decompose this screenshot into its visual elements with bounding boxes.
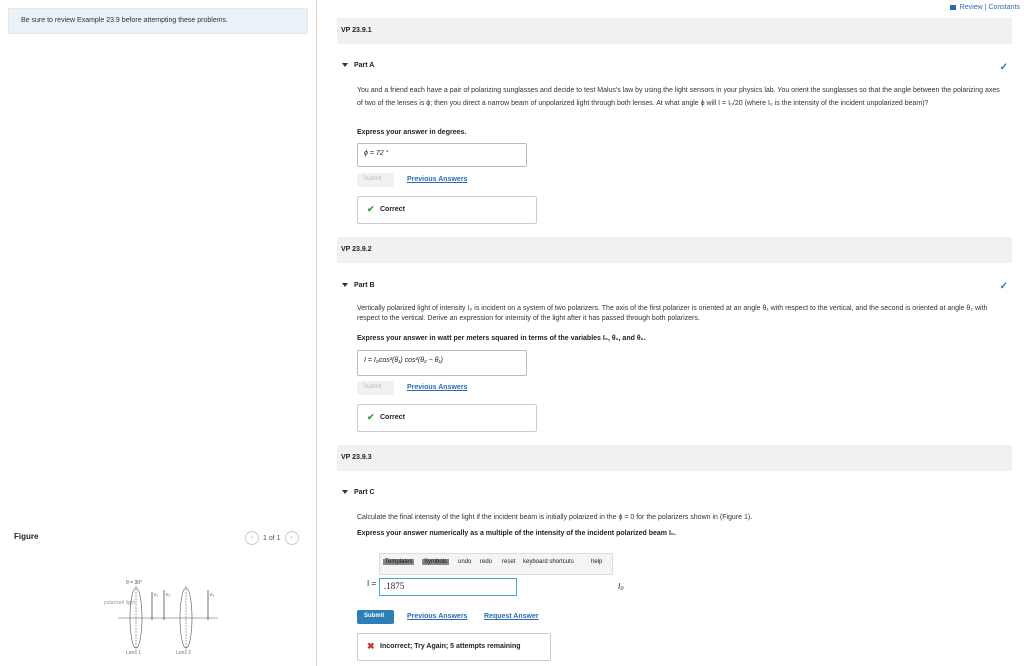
part-a-toggle[interactable] [342, 62, 374, 69]
part-c-previous-answers-link[interactable]: Previous Answers [407, 613, 468, 620]
part-a-answer: ϕ = 72 ° [364, 150, 389, 157]
math-toolbar [379, 553, 613, 575]
review-note-text: Be sure to review Example 23.9 before attempting these problems. [21, 17, 228, 24]
part-c-instruction: Express your answer numerically as a multiple of the intensity of the incident polarized beam I₀. [357, 530, 677, 537]
fig-angle-label: θ = 30° [126, 580, 143, 586]
part-a-submit-button[interactable] [357, 173, 394, 187]
part-a-submit-label: Submit [363, 176, 382, 182]
right-panel [317, 0, 1024, 666]
topbar-separator: | [984, 4, 987, 11]
section-header-2 [337, 237, 1012, 263]
left-panel [0, 0, 317, 666]
collapse-triangle-icon [342, 490, 348, 494]
section-title-2: VP 23.9.2 [341, 246, 372, 253]
undo-button[interactable]: undo [458, 559, 472, 565]
part-c-answer-input[interactable] [379, 578, 517, 596]
part-c-submit-label: Submit [364, 613, 385, 619]
part-b-label: Part B [354, 282, 375, 289]
part-b-previous-answers-link[interactable]: Previous Answers [407, 384, 468, 391]
part-b-question: Vertically polarized light of intensity I₀ is incident on a system of two polarizers. The axis of the first polarizer is oriented at an angle θ₁ with respect to the vertical, and the second is oriented at angle θ₂ with respect to the vertical. Derive an expression for intensity of the light after it has passed through both polarizers. [357, 305, 988, 322]
part-b-toggle[interactable] [342, 282, 375, 289]
part-c-toggle[interactable] [342, 489, 375, 496]
part-a-instruction: Express your answer in degrees. [357, 129, 467, 136]
fig-field-label-1: E₁ [154, 592, 159, 597]
constants-link[interactable]: Constants [988, 4, 1020, 11]
x-icon: ✖ [367, 641, 375, 651]
part-b-feedback-text: Correct [380, 414, 405, 421]
figure-count: 1 of 1 [263, 534, 281, 542]
check-icon: ✔ [367, 204, 375, 214]
part-c-label: Part C [354, 489, 375, 496]
fig-field-label-2: E₂ [166, 592, 171, 597]
part-c-feedback [357, 633, 551, 661]
part-a-answer-field[interactable] [357, 143, 527, 167]
part-c-answer-prefix: I = [367, 579, 377, 588]
fig-lens1-label: Lens 1 [126, 650, 142, 656]
section-header-3 [337, 445, 1012, 471]
part-c-question: Calculate the final intensity of the light if the incident beam is initially polarized in the ϕ = 0 for the polarizers shown in (Figure 1). [357, 514, 753, 521]
figure-label: Figure [14, 532, 39, 541]
fig-source-label: polarized light [104, 600, 135, 606]
topbar [950, 4, 1020, 11]
part-a-question: You and a friend each have a pair of polarizing sunglasses and decide to test Malus's law by using the light sensors in your physics lab. You orient the sunglasses so that the angle between the polarizing axes of two of the lenses is ϕ; then you direct a narrow beam of unpolarized light through both lenses. At what angle ϕ will I = I₀/20 (where I₀ is the intensity of the incident unpolarized beam)? [357, 87, 1000, 107]
keyboard-shortcuts-button[interactable]: keyboard shortcuts [523, 559, 574, 565]
checkmark-icon: ✓ [999, 62, 1008, 73]
part-b-answer-field[interactable] [357, 350, 527, 376]
part-b-instruction: Express your answer in watt per meters squared in terms of the variables I₀, θ₁, and θ₂. [357, 335, 646, 342]
section-title-1: VP 23.9.1 [341, 27, 372, 34]
part-b-feedback [357, 404, 537, 432]
fig-lens2-label: Lens 2 [176, 650, 192, 656]
part-a-previous-answers-link[interactable]: Previous Answers [407, 176, 468, 183]
section-header-1 [337, 18, 1012, 44]
reset-button[interactable]: reset [502, 559, 516, 565]
part-b-submit-button[interactable] [357, 381, 394, 395]
next-figure-button[interactable]: › [285, 531, 299, 545]
part-a-feedback-text: Correct [380, 206, 405, 213]
polarizer-figure[interactable] [104, 572, 238, 666]
prev-figure-button[interactable]: ‹ [245, 531, 259, 545]
check-icon: ✔ [367, 412, 375, 422]
part-b-answer: I = I₀cos²(θ₁) cos²(θ₂ − θ₁) [364, 357, 443, 364]
part-c-submit-button[interactable] [357, 610, 394, 624]
collapse-triangle-icon [342, 63, 348, 67]
part-a-feedback [357, 196, 537, 224]
review-link[interactable]: Review [959, 4, 983, 11]
part-c-answer-value: .1875 [384, 581, 405, 591]
part-b-submit-label: Submit [363, 384, 382, 390]
help-button[interactable]: help [591, 559, 603, 565]
part-c-feedback-text: Incorrect; Try Again; 5 attempts remaining [380, 643, 521, 650]
part-c-request-answer-link[interactable]: Request Answer [484, 613, 539, 620]
templates-button[interactable]: Templates [385, 559, 413, 565]
section-title-3: VP 23.9.3 [341, 454, 372, 461]
book-icon [950, 5, 956, 10]
review-note [8, 8, 308, 34]
part-c-unit: I₀ [618, 582, 624, 591]
checkmark-icon: ✓ [999, 281, 1008, 292]
collapse-triangle-icon [342, 283, 348, 287]
part-a-label: Part A [354, 62, 375, 69]
symbols-button[interactable]: Symbols [424, 559, 448, 565]
redo-button[interactable]: redo [480, 559, 493, 565]
figure-pager [245, 531, 299, 545]
fig-field-label-3: E₀ [210, 592, 215, 597]
